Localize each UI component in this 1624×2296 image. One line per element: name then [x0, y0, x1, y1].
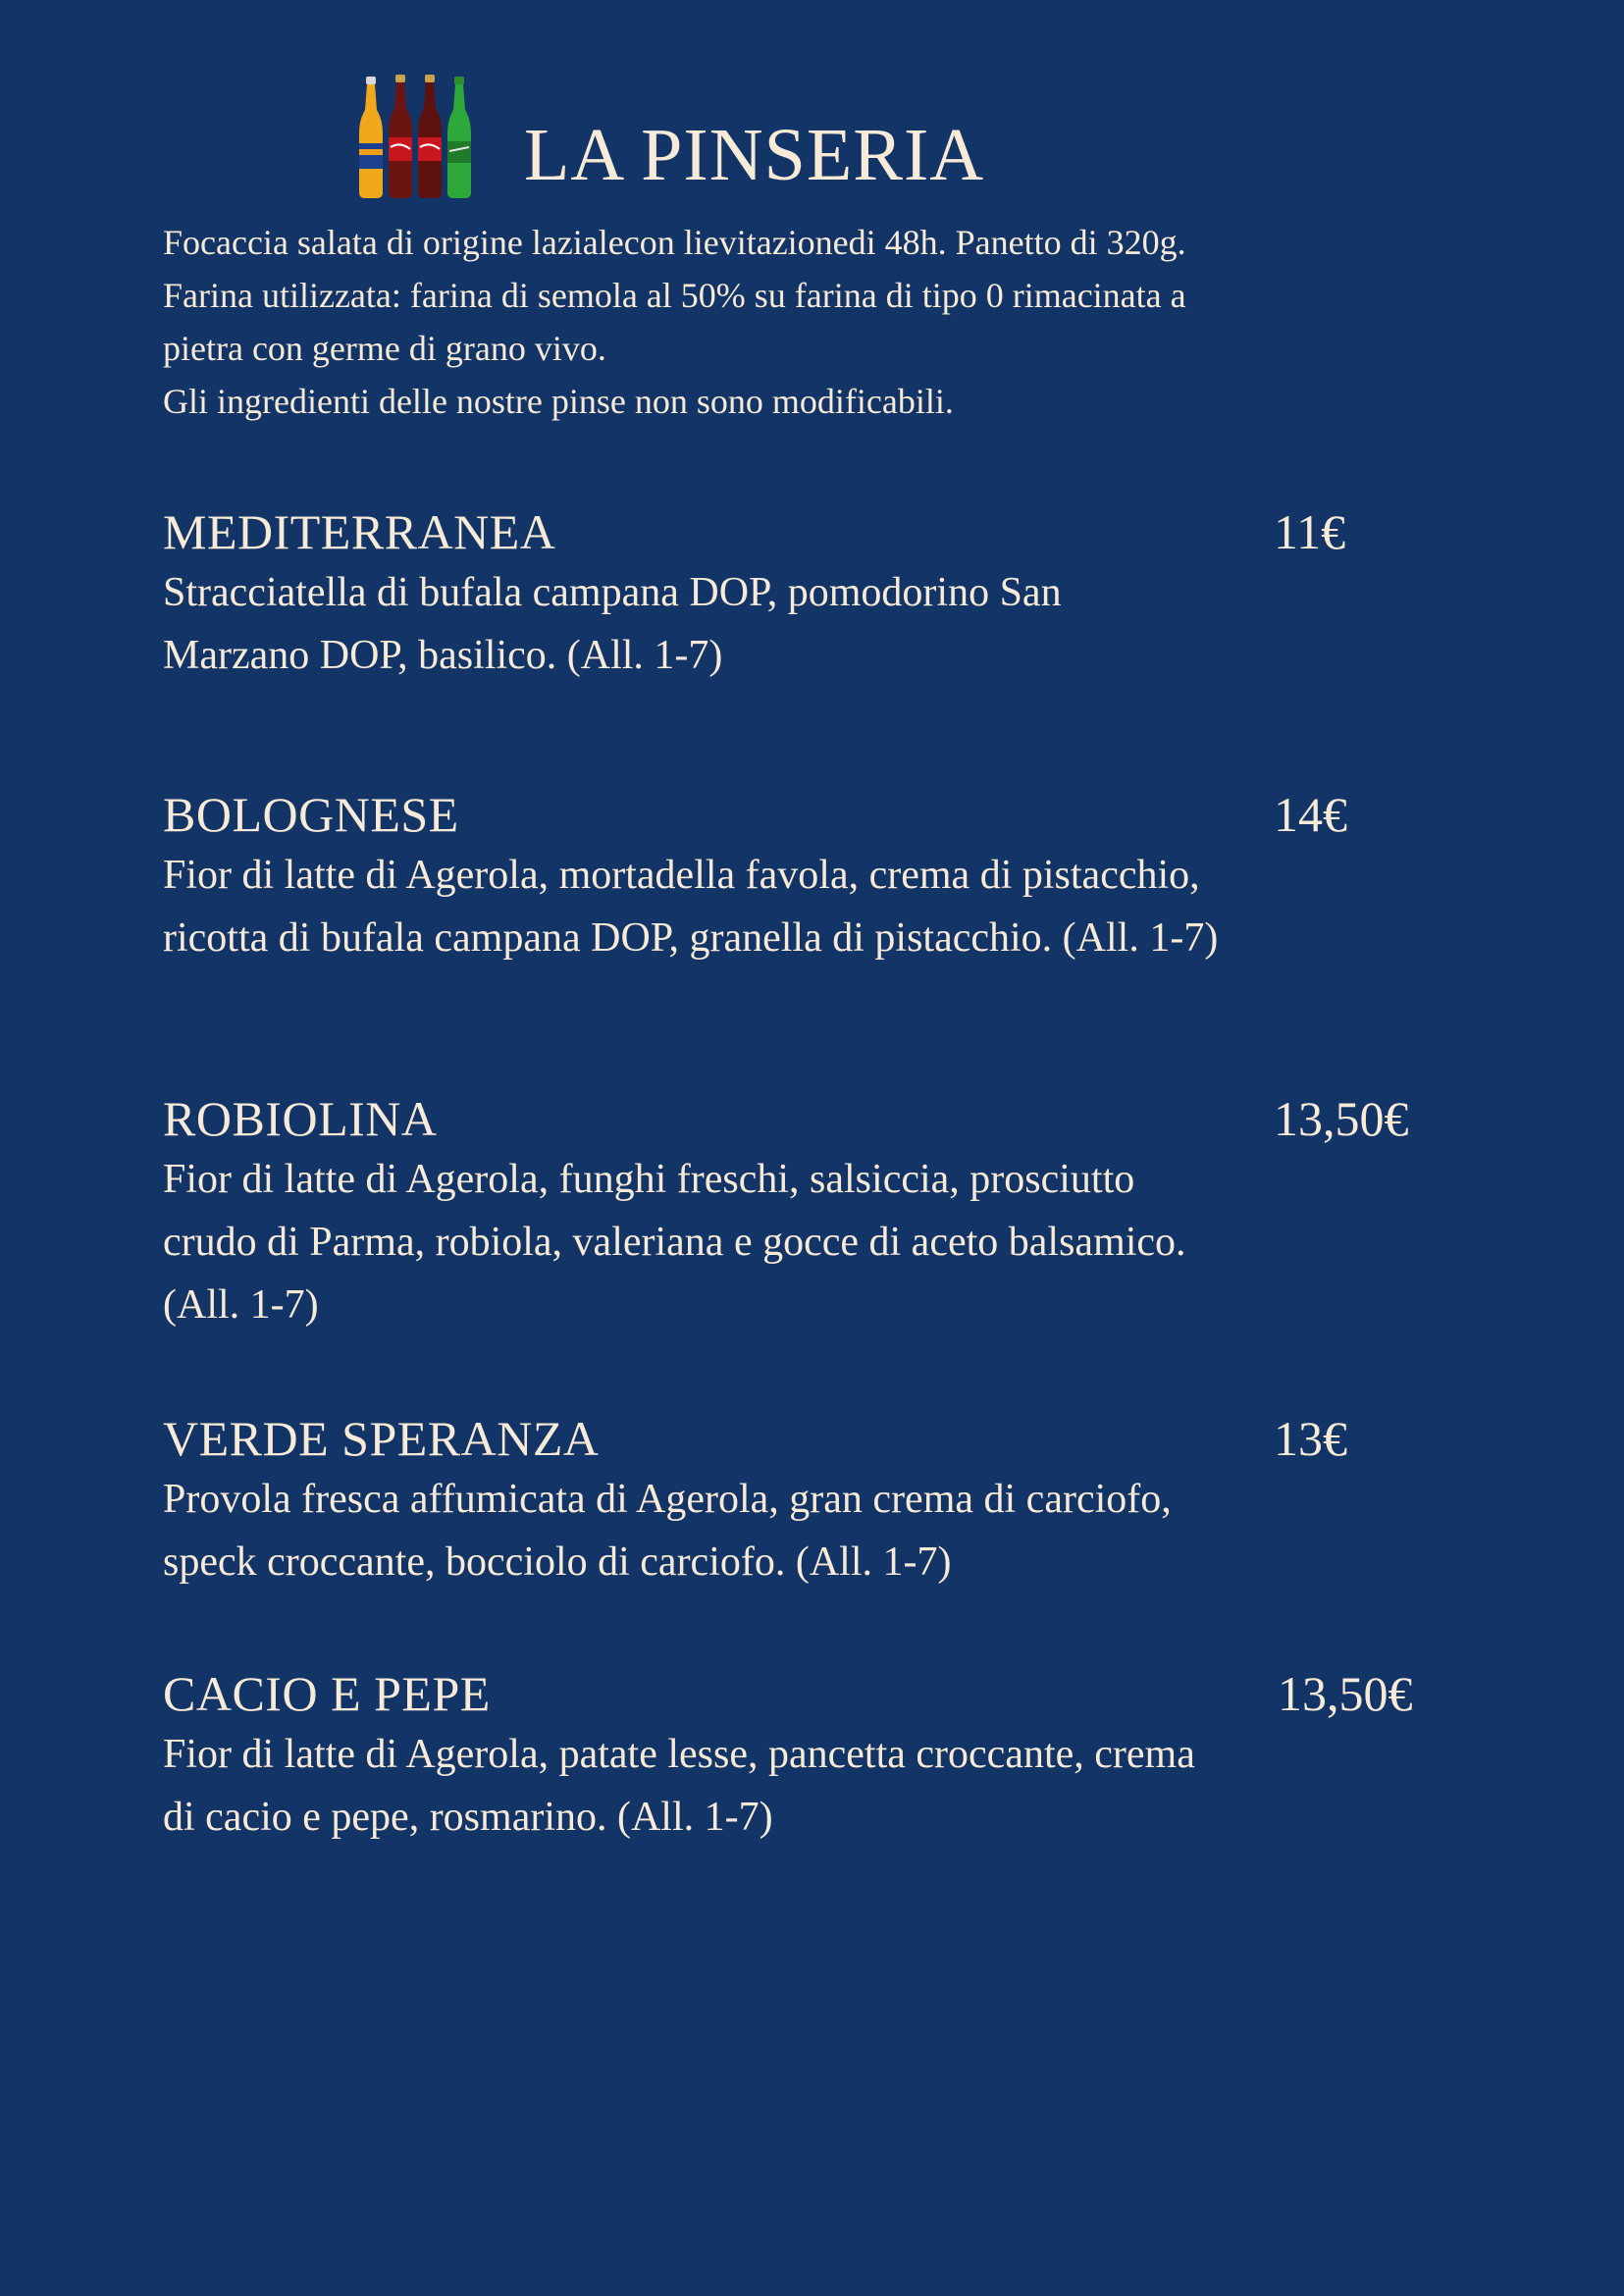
item-name: VERDE SPERANZA [163, 1411, 600, 1466]
item-description [163, 1723, 1468, 1849]
item-description-line: (All. 1-7) [163, 1282, 319, 1328]
sprite-bottle-icon [447, 77, 471, 198]
item-price: 14€ [1274, 787, 1347, 842]
item-description-line: Fior di latte di Agerola, funghi freschi, salsiccia, prosciutto [163, 1157, 1135, 1202]
item-description [163, 844, 1468, 969]
item-price: 11€ [1274, 504, 1346, 559]
item-description-line: ricotta di bufala campana DOP, granella di pistacchio. (All. 1-7) [163, 915, 1219, 961]
intro-line: Gli ingredienti delle nostre pinse non sono modificabili. [163, 382, 954, 421]
item-name: CACIO E PEPE [163, 1666, 491, 1721]
item-description [163, 1148, 1468, 1336]
item-description-line: Fior di latte di Agerola, mortadella favola, crema di pistacchio, [163, 853, 1200, 898]
page-title: LA PINSERIA [524, 114, 985, 196]
intro-line: Farina utilizzata: farina di semola al 50% su farina di tipo 0 rimacinata a [163, 276, 1186, 315]
intro-line: Focaccia salata di origine lazialecon lievitazionedi 48h. Panetto di 320g. [163, 223, 1186, 262]
item-description-line: di cacio e pepe, rosmarino. (All. 1-7) [163, 1795, 773, 1840]
item-description-line: Provola fresca affumicata di Agerola, gran crema di carciofo, [163, 1477, 1172, 1522]
item-description-line: Marzano DOP, basilico. (All. 1-7) [163, 633, 723, 678]
item-name: ROBIOLINA [163, 1091, 438, 1146]
item-price: 13€ [1274, 1411, 1347, 1466]
item-description-line: Stracciatella di bufala campana DOP, pomodorino San [163, 570, 1062, 615]
intro-text [163, 216, 1439, 428]
intro-line: pietra con germe di grano vivo. [163, 329, 606, 368]
item-price: 13,50€ [1278, 1666, 1413, 1721]
item-description-line: speck croccante, bocciolo di carciofo. (All. 1-7) [163, 1539, 952, 1585]
item-name: BOLOGNESE [163, 787, 459, 842]
fanta-bottle-icon [359, 77, 383, 198]
cola-bottle-icon [418, 75, 442, 198]
item-description-line: crudo di Parma, robiola, valeriana e gocce di aceto balsamico. [163, 1220, 1186, 1265]
item-description-line: Fior di latte di Agerola, patate lesse, pancetta croccante, crema [163, 1732, 1195, 1777]
item-price: 13,50€ [1274, 1091, 1409, 1146]
item-description [163, 561, 1468, 687]
soft-drink-bottles-icon [353, 75, 487, 202]
item-description [163, 1468, 1468, 1593]
cola-bottle-icon [389, 75, 412, 198]
item-name: MEDITERRANEA [163, 504, 556, 559]
